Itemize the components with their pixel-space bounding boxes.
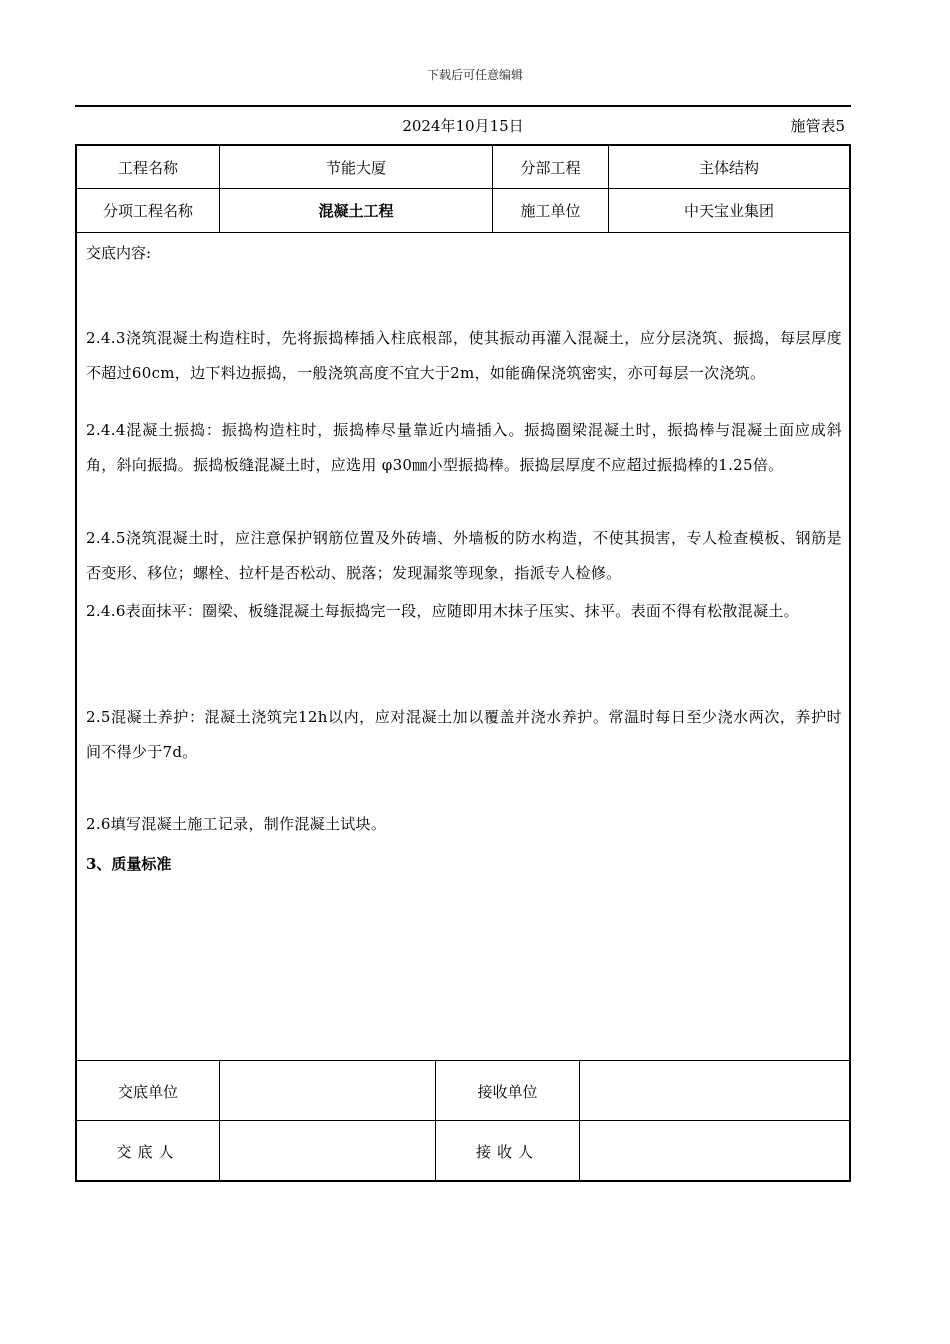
project-name-label: 工程名称 — [77, 146, 220, 188]
receiving-unit-label: 接收单位 — [436, 1061, 580, 1121]
contractor-value: 中天宝业集团 — [683, 201, 774, 220]
paragraph-2-4-5: 2.4.5浇筑混凝土时，应注意保护钢筋位置及外砖墙、外墙板的防水构造，不使其损害，专人检查模板、钢筋是否变形、移位；螺栓、拉杆是否松动、脱落；发现漏浆等现象，指派专人检修。 — [86, 529, 842, 582]
project-name-value: 节能大厦 — [220, 146, 493, 188]
top-rule — [75, 105, 851, 107]
subitem-label: 分项工程名称 — [77, 188, 220, 232]
paragraph-2-4-3: 2.4.3浇筑混凝土构造柱时，先将振捣棒插入柱底根部，使其振动再灌入混凝土，应分层浇筑、振捣，每层厚度不超过60cm，边下料边振捣，一般浇筑高度不宜大于2m，如能确保浇筑密实，亦可每层一次浇筑。 — [86, 329, 842, 382]
signoff-row — [77, 1120, 849, 1181]
handover-person-label: 交底人 — [77, 1121, 220, 1181]
contractor-label: 施工单位 — [493, 188, 609, 232]
paragraph-2-4-4: 2.4.4混凝土振捣：振捣构造柱时，振捣棒尽量靠近内墙插入。振捣圈梁混凝土时，振捣棒与混凝土面应成斜角，斜向振捣。振捣板缝混凝土时，应选用 φ30㎜小型振捣棒。振捣层厚度不应超过振捣棒的1.25倍。 — [86, 421, 842, 474]
handover-unit-label: 交底单位 — [77, 1061, 220, 1121]
receiving-unit-value — [580, 1061, 849, 1121]
paragraph-2-5: 2.5混凝土养护：混凝土浇筑完12h以内，应对混凝土加以覆盖并浇水养护。常温时每日至少浇水两次，养护时间不得少于7d。 — [86, 708, 842, 761]
date-line — [75, 115, 851, 137]
content-label: 交底内容: — [86, 244, 152, 262]
table-row — [77, 146, 849, 189]
division-value: 主体结构 — [698, 158, 759, 177]
disclosure-form — [75, 144, 851, 1182]
receiver-value — [580, 1121, 849, 1181]
subitem-value: 混凝土工程 — [220, 188, 493, 232]
handover-person-value — [220, 1121, 436, 1181]
paragraph-2-6: 2.6填写混凝土施工记录，制作混凝土试块。 — [86, 815, 387, 833]
signoff-row — [77, 1060, 849, 1121]
disclosure-content — [77, 233, 849, 1060]
table-row — [77, 188, 849, 233]
date: 2024年10月15日 — [402, 117, 524, 135]
section-heading: 3、质量标准 — [86, 855, 172, 873]
receiver-label: 接收人 — [436, 1121, 580, 1181]
form-number: 施管表5 — [790, 117, 845, 135]
paragraph-2-4-6: 2.4.6表面抹平：圈梁、板缝混凝土每振捣完一段，应随即用木抹子压实、抹平。表面不得有松散混凝土。 — [86, 602, 799, 620]
header-note: 下载后可任意编辑 — [426, 68, 523, 82]
handover-unit-value — [220, 1061, 436, 1121]
division-label: 分部工程 — [493, 146, 609, 188]
